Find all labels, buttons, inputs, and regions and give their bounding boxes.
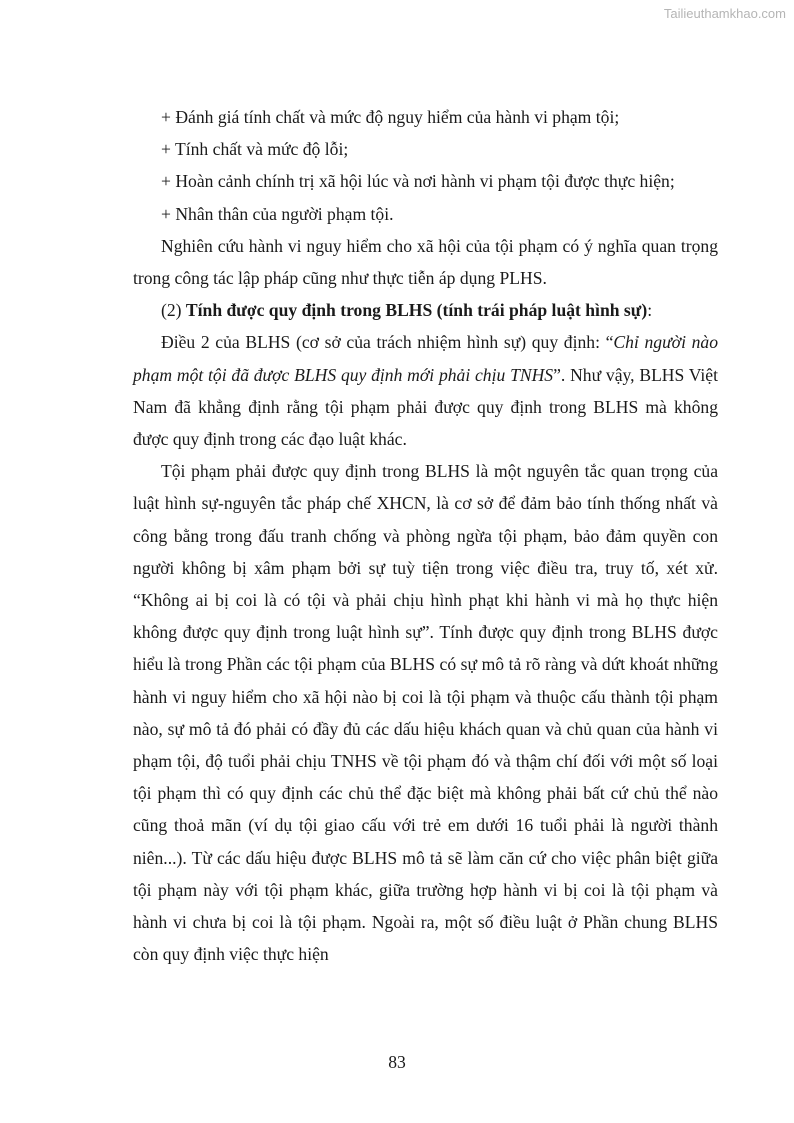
heading-prefix: (2): [161, 300, 186, 321]
bullet-2: + Tính chất và mức độ lỗi;: [161, 139, 349, 160]
paragraph-2-rest: ”. Như vậy, BLHS Việt Nam đã khẳng định rằng tội phạm phải được quy định trong BLHS mà không được quy định trong các đạo luật khác.: [133, 364, 718, 450]
watermark: Tailieuthamkhao.com: [663, 6, 786, 21]
paragraph-2-intro: Điều 2 của BLHS (cơ sở của trách nhiệm hình sự) quy định: “: [161, 332, 614, 353]
page-number: 83: [388, 1052, 406, 1072]
bullet-4: + Nhân thân của người phạm tội.: [161, 203, 394, 224]
paragraph-3: Tội phạm phải được quy định trong BLHS là một nguyên tắc quan trọng của luật hình sự-nguyên tắc pháp chế XHCN, là cơ sở để đảm bảo tính thống nhất và công bằng trong đấu tranh chống và phòng ngừa tội phạm, bảo đảm quyền con người không bị xâm phạm bởi sự tuỳ tiện trong việc điều tra, truy tố, xét xử. “Không ai bị coi là có tội và phải chịu hình phạt khi hành vi mà họ thực hiện không được quy định trong luật hình sự”. Tính được quy định trong BLHS được hiểu là trong Phần các tội phạm của BLHS có sự mô tả rõ ràng và dứt khoát những hành vi nguy hiểm cho xã hội nào bị coi là tội phạm và thuộc cấu thành tội phạm nào, sự mô tả đó phải có đầy đủ các dấu hiệu khách quan và chủ quan của hành vi phạm tội, độ tuổi phải chịu TNHS về tội phạm đó và thậm chí đối với một số loại tội phạm thì có quy định các chủ thể đặc biệt mà không phải bất cứ chủ thể nào cũng thoả mãn (ví dụ tội giao cấu với trẻ em dưới 16 tuổi phải là người thành niên...). Từ các dấu hiệu được BLHS mô tả sẽ làm căn cứ cho việc phân biệt giữa tội phạm này với tội phạm khác, giữa trường hợp hành vi bị coi là tội phạm và hành vi chưa bị coi là tội phạm. Ngoài ra, một số điều luật ở Phần chung BLHS còn quy định việc thực hiện: [133, 461, 718, 965]
paragraph-2: [133, 326, 718, 455]
bullet-1: + Đánh giá tính chất và mức độ nguy hiểm của hành vi phạm tội;: [161, 107, 620, 127]
legal-quote: Chỉ người nào phạm một tội đã được BLHS quy định mới phải chịu TNHS: [133, 332, 719, 385]
paragraph-1: Nghiên cứu hành vi nguy hiểm cho xã hội của tội phạm có ý nghĩa quan trọng trong công tác lập pháp cũng như thực tiễn áp dụng PLHS.: [133, 235, 718, 289]
section-heading: [133, 294, 718, 326]
page-body: [133, 101, 718, 970]
heading-suffix: :: [647, 300, 653, 321]
bullet-3: + Hoàn cảnh chính trị xã hội lúc và nơi hành vi phạm tội được thực hiện;: [161, 171, 675, 192]
heading-title: Tính được quy định trong BLHS (tính trái pháp luật hình sự): [185, 300, 648, 321]
